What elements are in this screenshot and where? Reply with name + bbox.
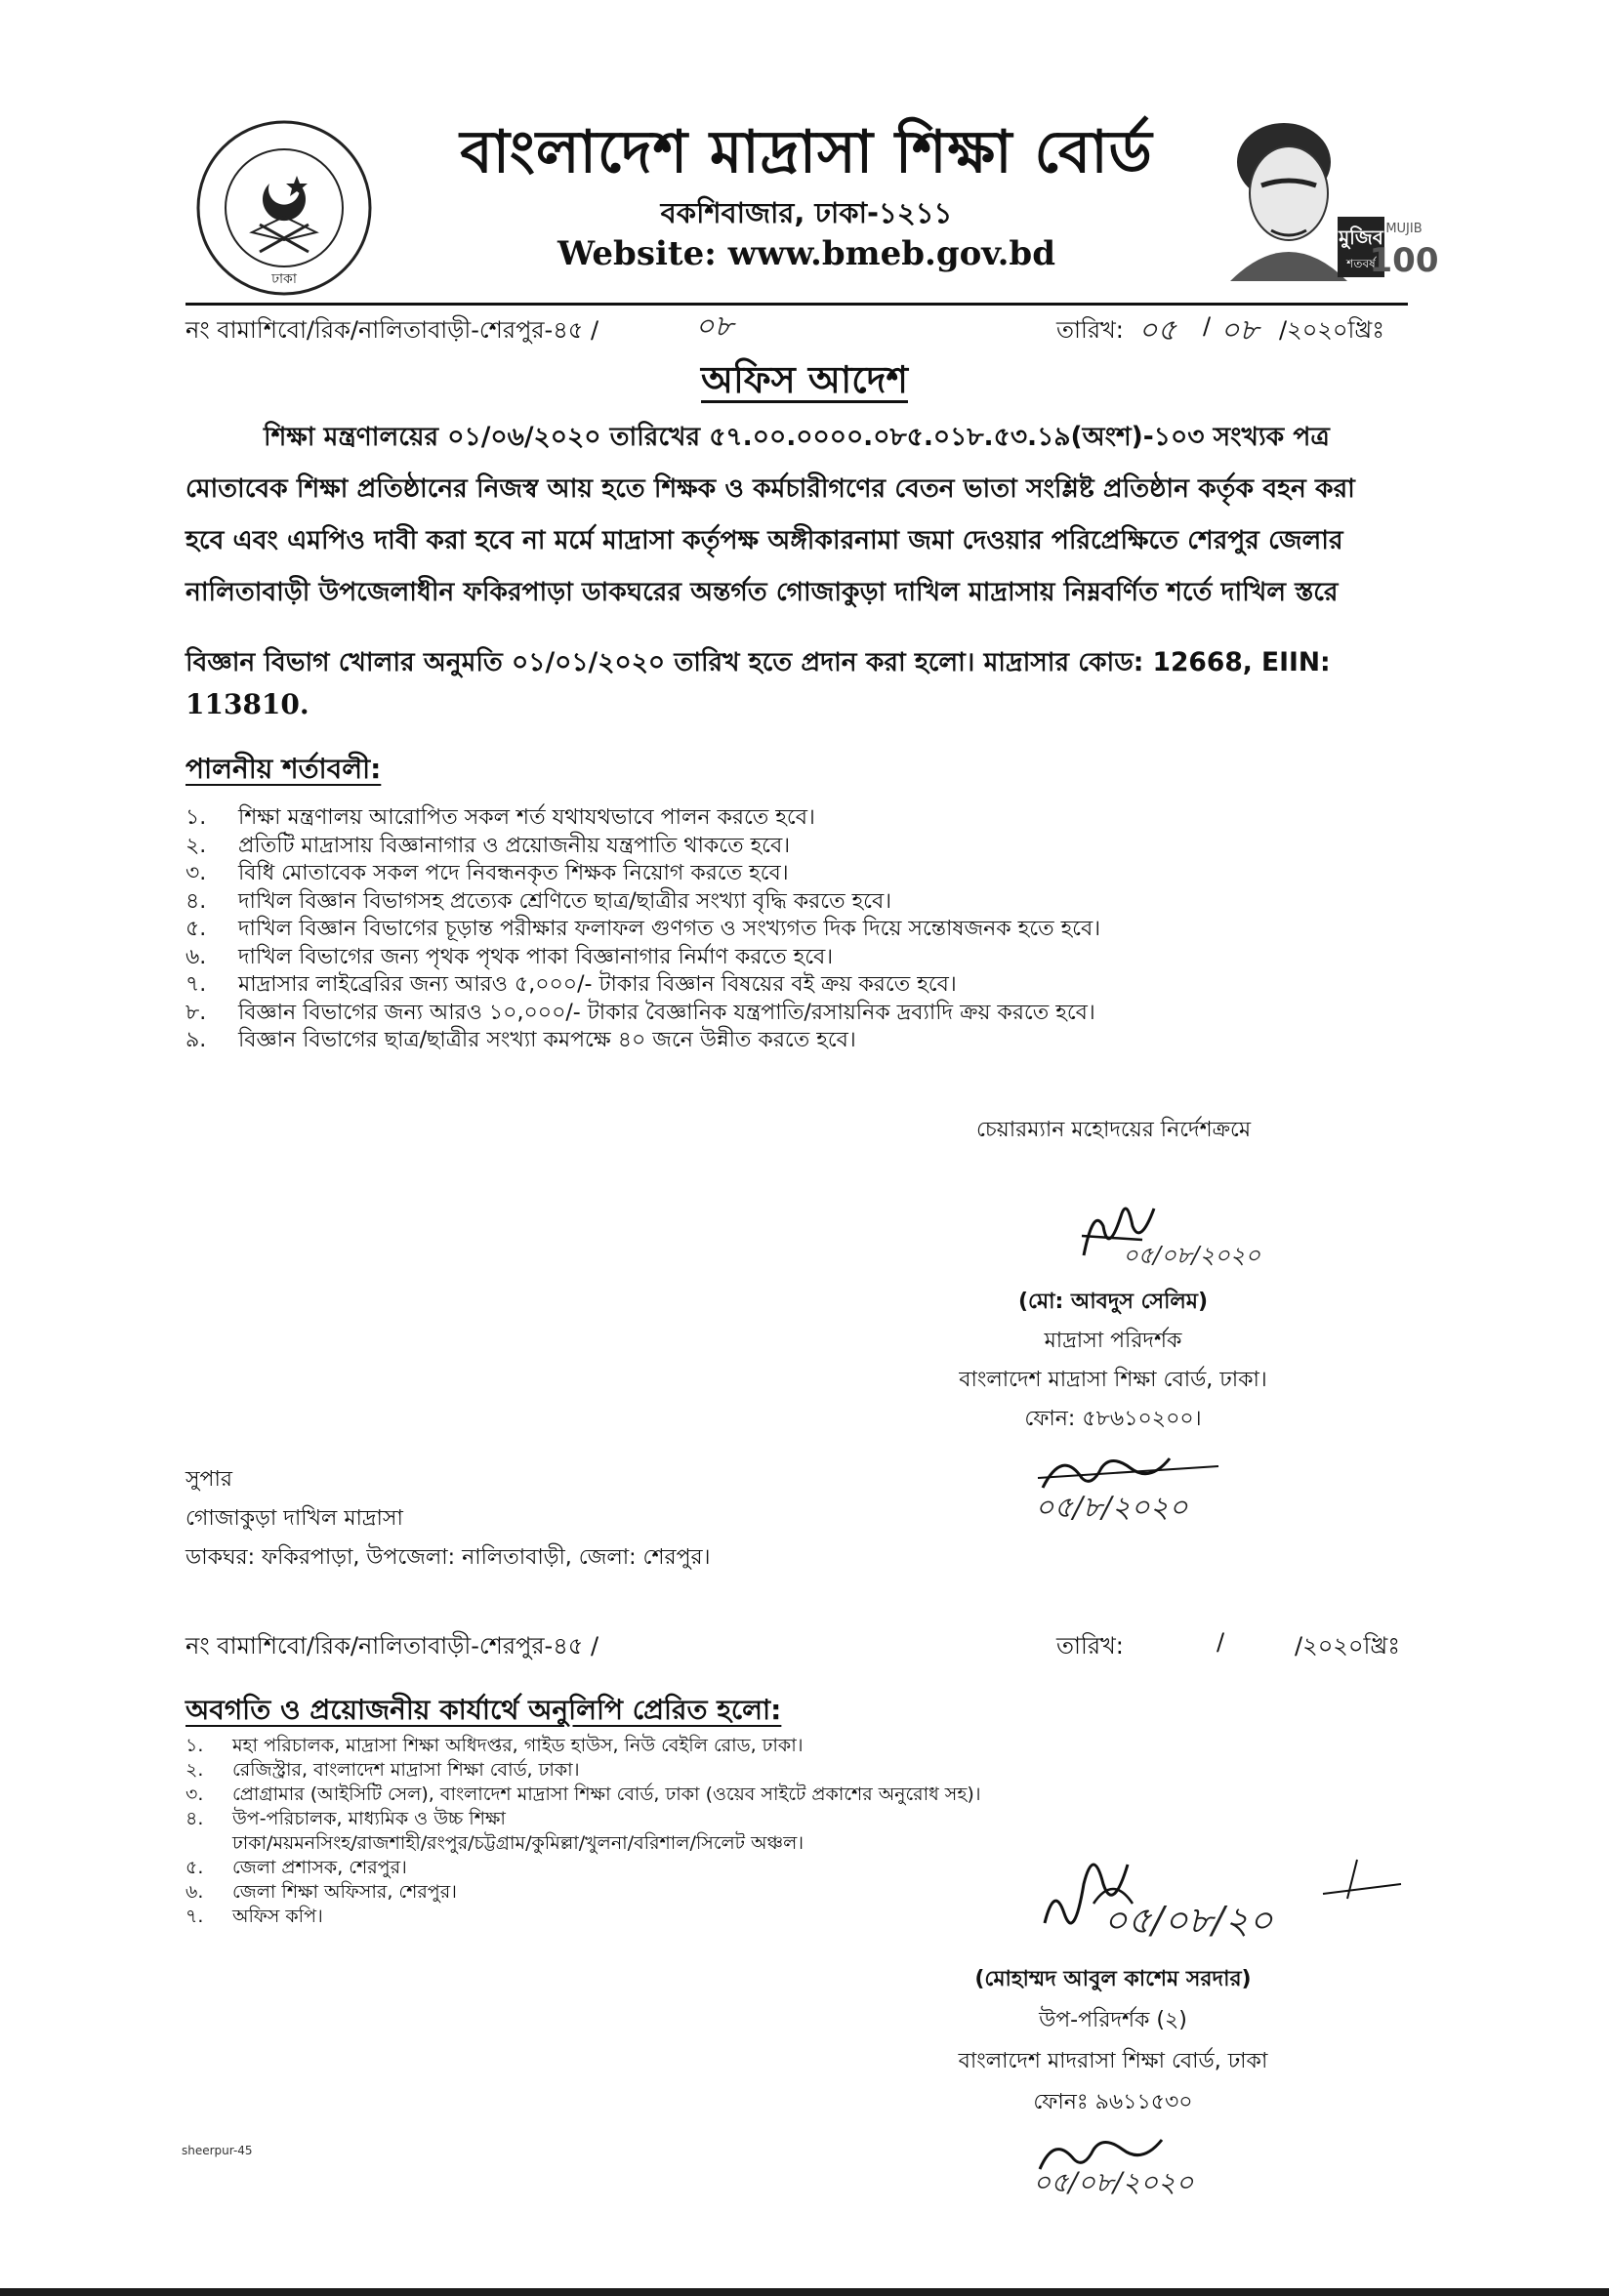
order-body-line-4: নালিতাবাড়ী উপজেলাধীন ফকিরপাড়া ডাকঘরের অন্তর্গত গোজাকুড়া দাখিল মাদ্রাসায় নিম্নবর্ণিত শর্তে দাখিল স্তরে (186, 577, 1339, 607)
condition-number: ৩. (186, 861, 207, 885)
signatory-2-phone: ফোনঃ ৯৬১১৫৩০ (1033, 2090, 1193, 2114)
copy-text: মহা পরিচালক, মাদ্রাসা শিক্ষা অধিদপ্তর, গাইড হাউস, নিউ বেইলি রোড, ঢাকা। (232, 1735, 804, 1756)
copy-number: ৬. (186, 1881, 204, 1903)
initial-1-date: ০৫/৮/২০২০ (1035, 1491, 1188, 1525)
condition-number: ৪. (186, 888, 207, 914)
date-label: তারিখ: (1056, 316, 1124, 344)
condition-number: ৯. (186, 1028, 207, 1052)
board-website: Website: www.bmeb.gov.bd (557, 234, 1055, 273)
by-order-line: চেয়ারম্যান মহোদয়ের নির্দেশক্রমে (976, 1118, 1252, 1142)
signature-2-date: ০৫/০৮/২০ (1103, 1899, 1273, 1942)
copy-heading: অবগতি ও প্রয়োজনীয় কার্যার্থে অনুলিপি প্রেরিত হলো: (186, 1694, 782, 1726)
condition-text: শিক্ষা মন্ত্রণালয় আরোপিত সকল শর্ত যথাযথভাবে পালন করতে হবে। (238, 805, 815, 830)
copy-text: জেলা প্রশাসক, শেরপুর। (232, 1857, 407, 1878)
copy-number: ২. (186, 1759, 204, 1781)
memo-serial-handwritten: ০৮ (695, 309, 733, 344)
condition-number: ৬. (186, 944, 207, 969)
order-body-line-5: বিজ্ঞান বিভাগ খোলার অনুমতি ০১/০১/২০২০ তারিখ হতে প্রদান করা হলো। মাদ্রাসার কোড: 12668, EIIN: (186, 647, 1331, 677)
badge-num: 100 (1369, 241, 1439, 280)
signatory-2-name: (মোহাম্মদ আবুল কাশেম সরদার) (974, 1967, 1252, 1991)
memo-number: নং বামাশিবো/রিক/নালিতাবাড়ী-শেরপুর-৪৫ / (186, 316, 599, 344)
order-body-line-1: শিক্ষা মন্ত্রণালয়ের ০১/০৬/২০২০ তারিখের ৫৭.০০.০০০০.০৮৫.০১৮.৫৩.১৯(অংশ)-১০৩ সংখ্যক পত্র (264, 422, 1330, 452)
copy-text: জেলা শিক্ষা অফিসার, শেরপুর। (232, 1881, 457, 1903)
memo-number-2: নং বামাশিবো/রিক/নালিতাবাড়ী-শেরপুর-৪৫ / (186, 1632, 599, 1660)
signatory-1-phone: ফোন: ৫৮৬১০২০০। (1024, 1407, 1202, 1431)
date-year: /২০২০খ্রিঃ (1279, 316, 1385, 344)
condition-text: দাখিল বিজ্ঞান বিভাগের চূড়ান্ত পরীক্ষার ফলাফল গুণগত ও সংখ্যগত দিক দিয়ে সন্তোষজনক হতে হবে। (238, 917, 1101, 941)
signatory-1-designation: মাদ্রাসা পরিদর্শক (1044, 1329, 1182, 1353)
date-label-2: তারিখ: (1056, 1632, 1124, 1660)
pen-mark (1318, 1855, 1406, 1907)
copy-number: ৭. (186, 1906, 204, 1927)
signature-1-date: ০৫/০৮/২০২০ (1123, 1242, 1260, 1269)
signatory-1-office: বাংলাদেশ মাদ্রাসা শিক্ষা বোর্ড, ঢাকা। (959, 1368, 1267, 1392)
recipient-block (186, 1460, 711, 1578)
scan-edge (0, 2288, 1609, 2296)
date-month-handwritten: ০৮ (1220, 313, 1258, 348)
condition-text: মাদ্রাসার লাইব্রেরির জন্য আরও ৫,০০০/- টাকার বিজ্ঞান বিষয়ের বই ক্রয় করতে হবে। (238, 972, 957, 997)
copy-text: উপ-পরিচালক, মাধ্যমিক ও উচ্চ শিক্ষা (232, 1808, 506, 1829)
letterhead-divider (186, 303, 1408, 306)
condition-number: ১. (186, 805, 207, 830)
condition-text: বিধি মোতাবেক সকল পদে নিবন্ধনকৃত শিক্ষক নিয়োগ করতে হবে। (238, 861, 789, 885)
copy-text: ঢাকা/ময়মনসিংহ/রাজশাহী/রংপুর/চট্টগ্রাম/কুমিল্লা/খুলনা/বরিশাল/সিলেট অঞ্চল। (232, 1832, 804, 1854)
condition-text: বিজ্ঞান বিভাগের ছাত্র/ছাত্রীর সংখ্যা কমপক্ষে ৪০ জনে উন্নীত করতে হবে। (238, 1028, 856, 1052)
copy-number: ৫. (186, 1857, 204, 1878)
condition-text: দাখিল বিভাগের জন্য পৃথক পৃথক পাকা বিজ্ঞানাগার নির্মাণ করতে হবে। (238, 944, 834, 969)
signatory-1-name: (মো: আবদুস সেলিম) (1017, 1290, 1209, 1314)
mujib-centenary-logo (1211, 115, 1439, 281)
signatory-2-designation: উপ-পরিদর্শক (২) (1039, 2008, 1187, 2032)
date-day-handwritten: ০৫ (1138, 313, 1176, 348)
copy-text: রেজিস্ট্রার, বাংলাদেশ মাদ্রাসা শিক্ষা বোর্ড, ঢাকা। (232, 1759, 580, 1781)
order-body-line-6: 113810. (186, 688, 309, 720)
copy-text: প্রোগ্রামার (আইসিটি সেল), বাংলাদেশ মাদ্রাসা শিক্ষা বোর্ড, ঢাকা (ওয়েব সাইটে প্রকাশের অনুরোধ সহ)। (232, 1784, 981, 1805)
recipient-line-2: গোজাকুড়া দাখিল মাদ্রাসা (186, 1506, 403, 1531)
order-body-line-3: হবে এবং এমপিও দাবী করা হবে না মর্মে মাদ্রাসা কর্তৃপক্ষ অঙ্গীকারনামা জমা দেওয়ার পরিপ্রেক্ষিতে শেরপুর জেলার (186, 525, 1343, 555)
recipient-line-1: সুপার (186, 1467, 232, 1492)
conditions-list (186, 804, 1357, 1097)
condition-text: দাখিল বিজ্ঞান বিভাগসহ প্রত্যেক শ্রেণিতে ছাত্র/ছাত্রীর সংখ্যা বৃদ্ধি করতে হবে। (238, 888, 892, 914)
copy-number: ১. (186, 1735, 204, 1756)
order-body-line-2: মোতাবেক শিক্ষা প্রতিষ্ঠানের নিজস্ব আয় হতে শিক্ষক ও কর্মচারীগণের বেতন ভাতা সংশ্লিষ্ট প্রতিষ্ঠান কর্তৃক বহন করা (186, 473, 1355, 504)
date-slash-2: / (1217, 1628, 1225, 1656)
conditions-heading: পালনীয় শর্তাবলী: (186, 753, 382, 785)
condition-number: ৭. (186, 972, 207, 997)
condition-number: ২. (186, 833, 207, 858)
file-tag: sheerpur-45 (182, 2144, 253, 2157)
condition-number: ৫. (186, 917, 207, 941)
recipient-line-3: ডাকঘর: ফকিরপাড়া, উপজেলা: নালিতাবাড়ী, জেলা: শেরপুর। (186, 1545, 711, 1570)
badge-word: মুজিব (1339, 226, 1383, 249)
copy-number: ৩. (186, 1784, 204, 1805)
copy-number: ৪. (186, 1808, 204, 1829)
board-seal (191, 115, 377, 301)
condition-text: প্রতিটি মাদ্রাসায় বিজ্ঞানাগার ও প্রয়োজনীয় যন্ত্রপাতি থাকতে হবে। (238, 833, 791, 858)
order-title: অফিস আদেশ (701, 358, 908, 401)
condition-number: ৮. (186, 1000, 207, 1025)
seal-text: ঢাকা (271, 271, 297, 287)
board-address: বকশিবাজার, ঢাকা-১২১১ (660, 196, 953, 229)
date-year-2: /২০২০খ্রিঃ (1295, 1632, 1401, 1660)
initial-2-date: ০৫/০৮/২০২০ (1033, 2166, 1194, 2198)
board-title: বাংলাদেশ মাদ্রাসা শিক্ষা বোর্ড (460, 118, 1153, 186)
badge-sub: শতবর্ষ (1346, 257, 1376, 270)
condition-text: বিজ্ঞান বিভাগের জন্য আরও ১০,০০০/- টাকার বৈজ্ঞানিক যন্ত্রপাতি/রসায়নিক দ্রব্যাদি ক্রয় করতে হবে। (238, 1000, 1095, 1025)
badge-en: MUJIB (1385, 222, 1423, 236)
copy-text: অফিস কপি। (232, 1906, 323, 1927)
signatory-2-office: বাংলাদেশ মাদরাসা শিক্ষা বোর্ড, ঢাকা (958, 2049, 1268, 2073)
